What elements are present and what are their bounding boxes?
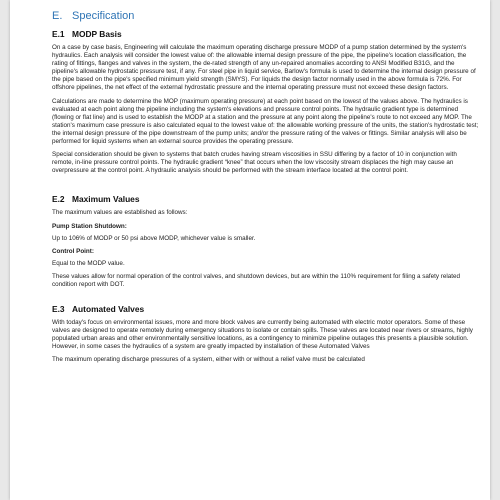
section-heading bbox=[52, 10, 479, 22]
subsection-title: Maximum Values bbox=[72, 194, 140, 205]
paragraph: Up to 106% of MODP or 50 psi above MODP, whichever value is smaller. bbox=[52, 234, 256, 242]
paragraph: These values allow for normal operation of the control valves, and shutdown devices, but are within the 110% requirement for filing a safety related condition report with DOT. bbox=[52, 272, 461, 288]
subsection-heading-e1 bbox=[52, 29, 479, 39]
subsection-title: MODP Basis bbox=[72, 29, 122, 39]
subsection-number: E.2 bbox=[52, 194, 65, 205]
subsection-heading-e2 bbox=[52, 194, 479, 204]
subsection-number: E.1 bbox=[52, 29, 65, 39]
paragraph: Special consideration should be given to systems that batch crudes having stream viscosities in SSU differing by a factor of 10 in conjunction with remote, in-line pressure control points. The hydraulic gradient “knee” that occurs when the low viscosity stream displaces the high may cause an overpressure at the control point. A hydraulic analysis should be performed with the stream interface located at the control point. bbox=[52, 151, 457, 175]
paragraph: The maximum values are established as follows: bbox=[52, 209, 188, 217]
paragraph: The maximum operating discharge pressures of a system, either with or without a relief valve must be calculated bbox=[52, 356, 365, 364]
section-number: E. bbox=[52, 10, 63, 22]
page-content bbox=[52, 10, 479, 370]
label: Pump Station Shutdown: bbox=[52, 222, 127, 230]
paragraph: Equal to the MODP value. bbox=[52, 259, 125, 267]
subsection-title: Automated Valves bbox=[72, 304, 145, 315]
paragraph: On a case by case basis, Engineering will calculate the maximum operating discharge pressure MODP of a pump station determined by the system's hydraulics. Each analysis will consider the lowest value of: the allowable internal design pressure of the pipe, the pipeline's location classification, the rating of fittings, flanges and valves in the system, the de-rated strength of any un-repaired anomalies according to ANSI Modified B31G, and the pipeline's allowable hydrostatic pressure test, if any. For steel pipe in liquid service, Barlow's formula is used to determine the internal design pressure of the pipe based on the pipe's specified minimum yield strength (SMYS). For liquids the design factor normally used in the above formula is 72%. For offshore pipelines, the net effect of the external hydrostatic pressure and the internal operating pressure must not exceed these design factors. bbox=[52, 44, 476, 92]
document-page bbox=[10, 0, 490, 500]
subsection-number: E.3 bbox=[52, 304, 65, 315]
paragraph: With today's focus on environmental issues, more and more block valves are currently being automated with electric motor operators. Some of these valves are designed to operate remotely during emergency situations to isolate or contain spills. These valves are located near rivers or streams, highly populated urban areas and other environmentally sensitive locations, as a contingency to minimize pipeline outages this presents a plausible solution. However, in some cases the hydraulics of a system are greatly impacted by installation of these Automated Valves bbox=[52, 319, 473, 351]
spacer bbox=[52, 294, 479, 304]
subsection-heading-e3 bbox=[52, 304, 479, 314]
label: Control Point: bbox=[52, 247, 94, 255]
section-title: Specification bbox=[72, 10, 135, 22]
paragraph: Calculations are made to determine the MOP (maximum operating pressure) at each point based on the lowest of the values above. The hydraulics is evaluated at each point along the pipeline including the system's elevations and pressure control points. The hydraulic gradient type is determined (flowing or flat line) and is used to establish the MODP at a station and the pressure at any point along the pipeline's route to not exceed any MOP. The station's maximum case pressure is also calculated equal to the lowest value of: the allowable working pressure of the units, the station's hydrostatic test; the internal design pressure of the pipe downstream of the pump units; and/or the pressure rating of the valves or fittings. Similar analysis will also be performed for liquid systems when an external source provides the operating pressure. bbox=[52, 97, 479, 146]
spacer bbox=[52, 180, 479, 194]
